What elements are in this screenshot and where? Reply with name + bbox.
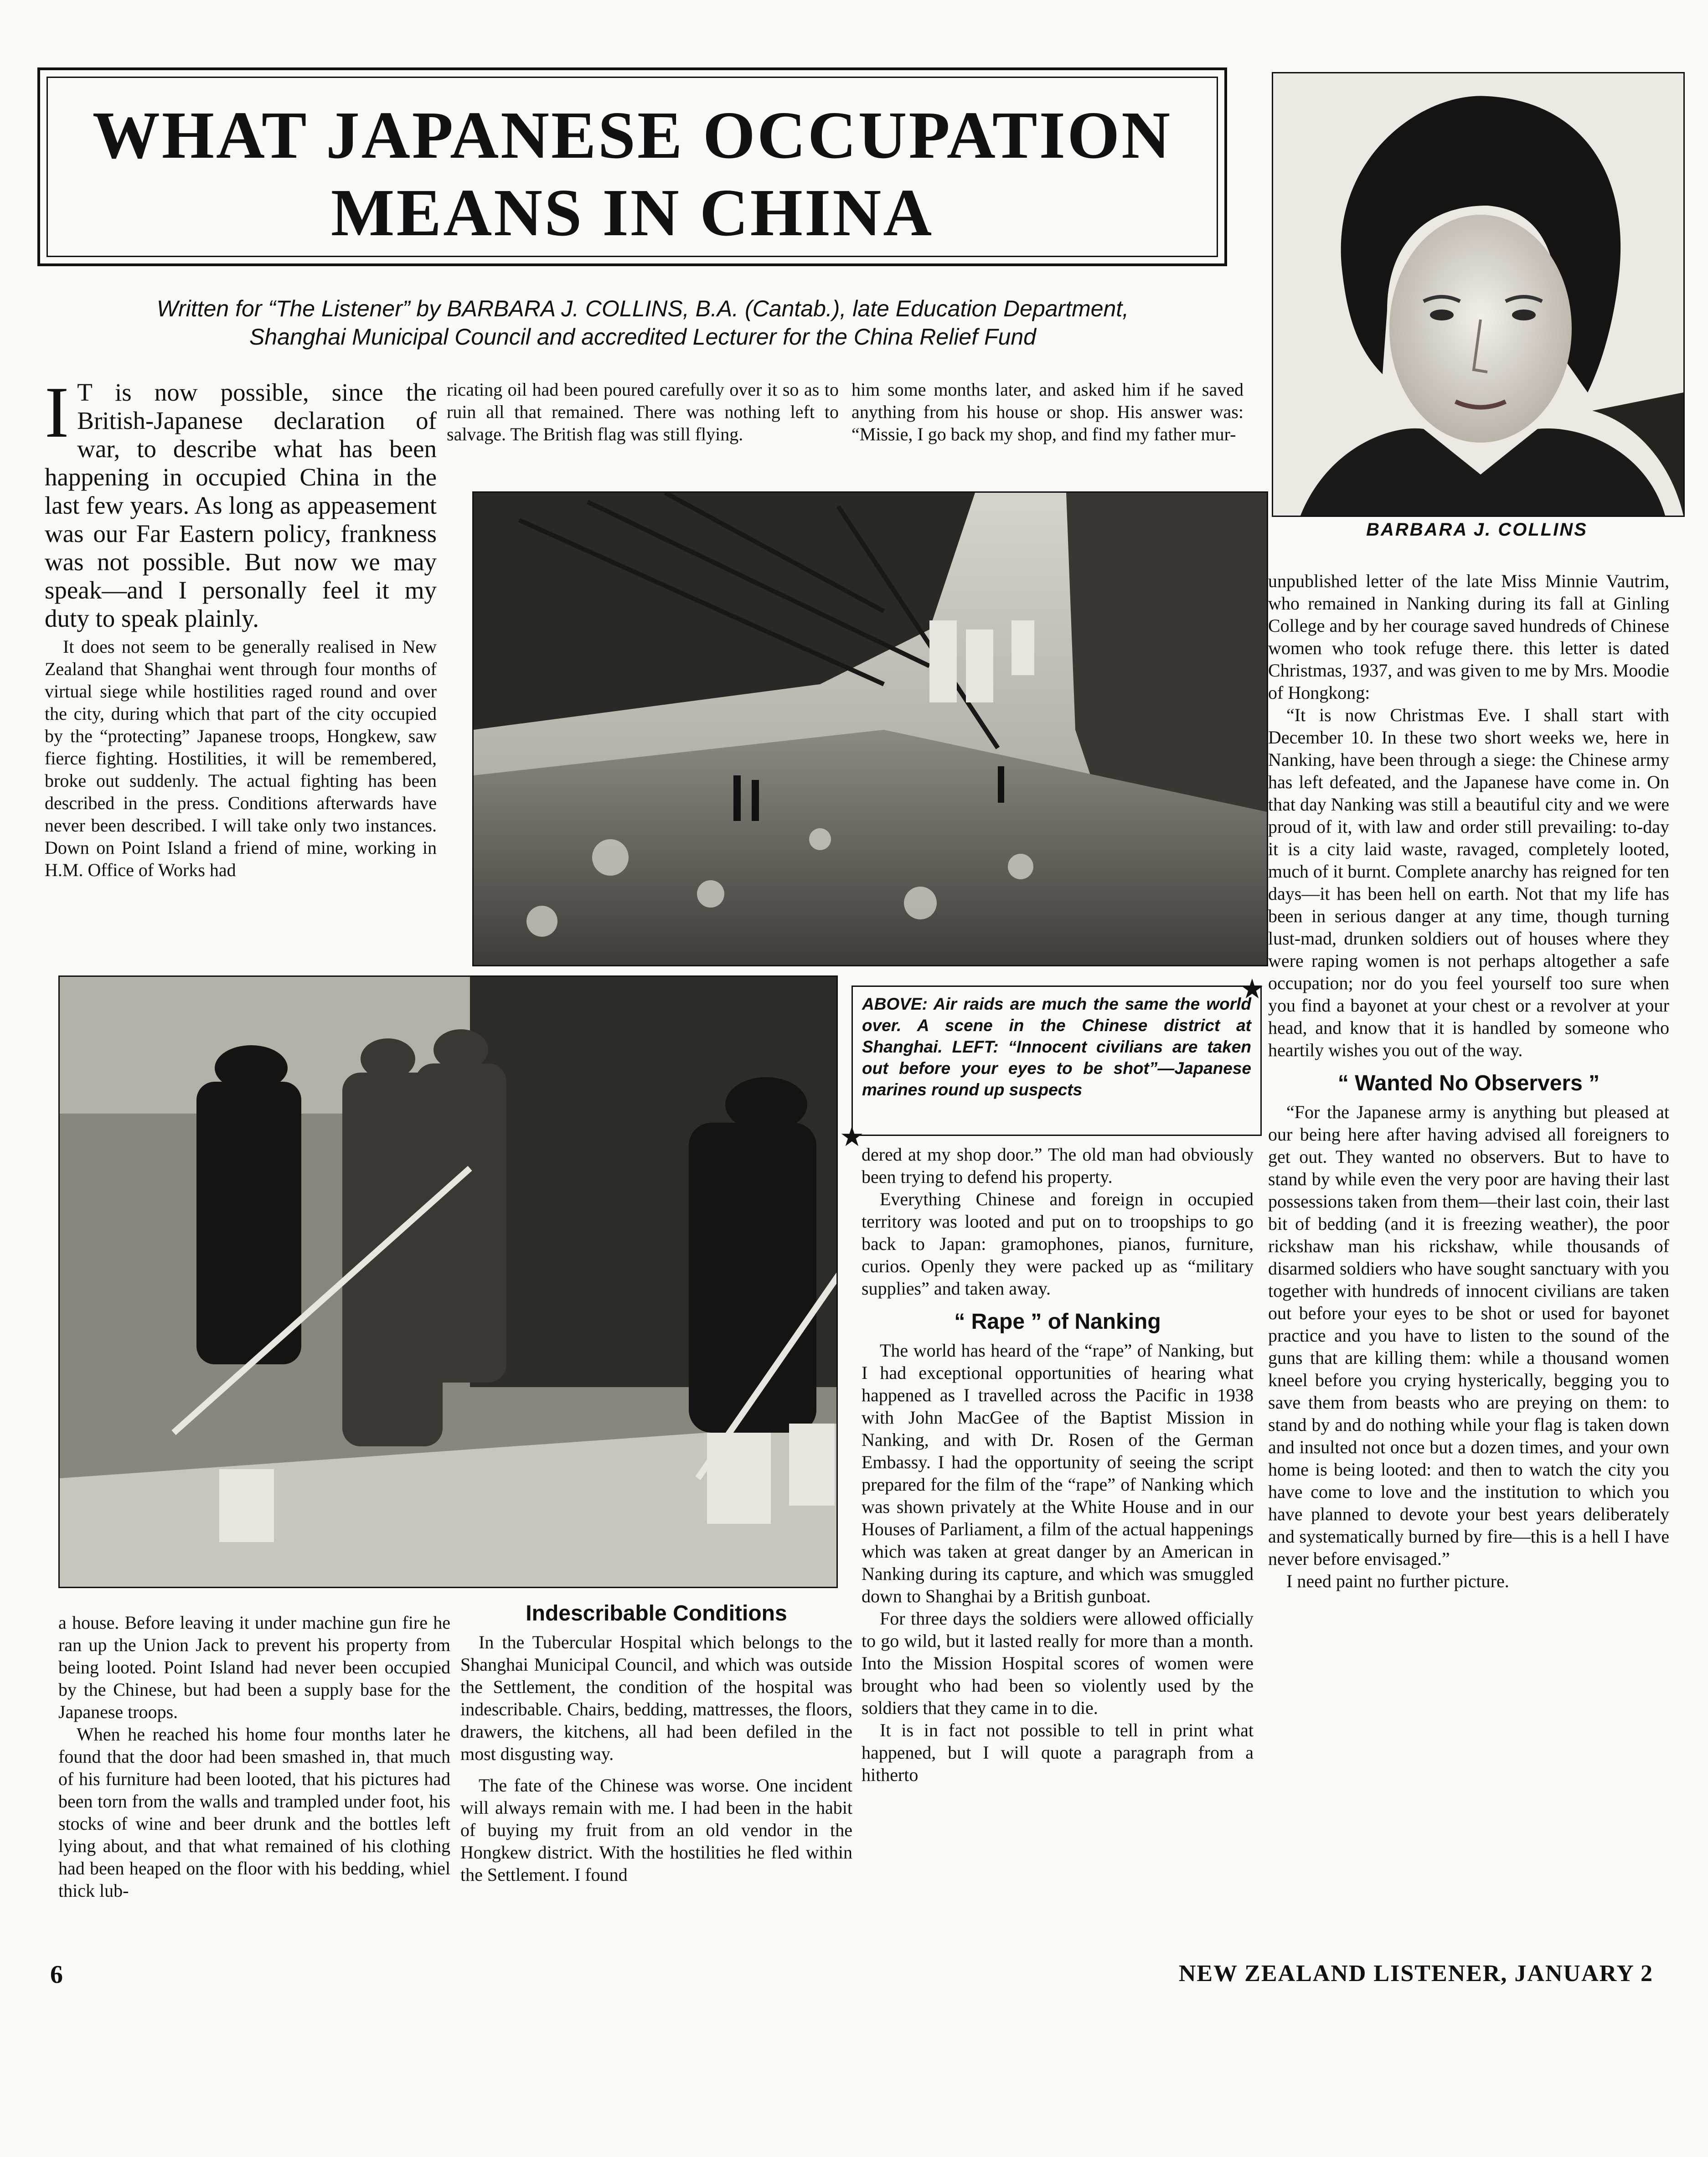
col1-bottom-paragraph-2: When he reached his home four months later he found that the door had been smashed in, that much of his furniture had been looted, that his pictures had been torn from the walls and trampled under foot, his stocks of wine and beer drunk and the bottles left lying about, and that what remained of his clothing had been heaped on the floor with his bedding, whiel thick lub- (58, 1724, 450, 1901)
col4-paragraph-3: I need paint no further picture. (1286, 1571, 1509, 1591)
air-raid-scene (474, 493, 1267, 965)
col4-paragraph-2: “For the Japanese army is anything but pleased at our being here after having advised all foreigners to get out. They wanted no observers. But to have to stand by while even the very poor are having their last possessions taken from them—their last coin, their last bit of bedding (and it is freezing weather), the poor rickshaw man his rickshaw, while thousands of disarmed soldiers who have sought sanctuary with you together with hundreds of innocent civilians are taken out before your eyes to be shot or used for bayonet practice and you have to listen to the sound of the guns that are killing them: while a thousand women kneel before you crying hysterically, begging you to save them from beasts who are preying on them: to stand by and do nothing while your flag is taken down and insulted not once but a dozen times, and your own home is being looted: and then to watch the city you have come to love and the institution to which you have planned to devote your best years deliberately and systematically burned by fire—this is a hell I have never before envisaged.” (1268, 1102, 1669, 1569)
publication-footer: NEW ZEALAND LISTENER, JANUARY 2 (1178, 1961, 1653, 1987)
subheading-wanted-no-observers: “ Wanted No Observers ” (1337, 1071, 1600, 1095)
caption-star-bottom-icon: ★ (840, 1122, 864, 1152)
byline (41, 294, 1244, 351)
col4-paragraph-0: unpublished letter of the late Miss Minnie Vautrim, who remained in Nanking during its fall at Ginling College and by her courage saved hundreds of Chinese women who took refuge there. this letter is dated Christmas, 1937, and was given to me by Mrs. Moodie of Hongkong: (1268, 571, 1669, 703)
column-1-top (45, 378, 437, 957)
col2-bottom-paragraph-2: The fate of the Chinese was worse. One incident will always remain with me. I had been in the habit of buying my fruit from an old vendor in the Hongkew district. With the hostilities he fled within the Settlement. I found (460, 1775, 852, 1885)
subheading-rape-of-nanking: “ Rape ” of Nanking (954, 1310, 1161, 1334)
column-3-top (851, 378, 1244, 479)
column-3-bottom (862, 1143, 1254, 1958)
column-4 (1268, 570, 1669, 1958)
page-number: 6 (50, 1961, 63, 1989)
subheading-indescribable-conditions: Indescribable Conditions (526, 1602, 787, 1625)
photo-caption-box (851, 986, 1262, 1136)
col1-top-paragraph: It does not seem to be generally realised in New Zealand that Shanghai went through four months of virtual siege while hostilities raged round and over the city, during which that part of the city occupied by the “protecting” Japanese troops, Hongkew, saw fierce fighting. Hostilities, it will be remembered, broke out suddenly. The actual fighting has been described in the press. Conditions afterwards have never been described. I will take only two instances. Down on Point Island a friend of mine, working in H.M. Office of Works had (45, 636, 437, 880)
air-raid-photo (472, 491, 1268, 966)
portrait-caption: BARBARA J. COLLINS (1366, 520, 1588, 540)
col3-top-paragraph: him some months later, and asked him if he saved anything from his house or shop. His answer was: “Missie, I go back my shop, and find my father mur- (851, 379, 1244, 444)
byline-line-1: Written for “The Listener” by BARBARA J. COLLINS, B.A. (Cantab.), late Education Department, (156, 296, 1129, 321)
drop-cap: I (45, 378, 69, 453)
portrait-illustration (1273, 73, 1683, 516)
col3-bottom-paragraph-2: The world has heard of the “rape” of Nanking, but I had exceptional opportunities of hearing what happened as I travelled across the Pacific in 1938 with John MacGee of the Baptist Mission in Nanking, and with Dr. Rosen of the German Embassy. I had the opportunity of seeing the script prepared for the film of the “rape” of Nanking which was shown privately at the White House and in our Houses of Parliament, a film of the actual happenings which was taken at great danger by an American in Nanking during its capture, and which was smuggled down to Shanghai by a British gunboat. (862, 1340, 1254, 1606)
headline-box (37, 67, 1227, 266)
marines-scene (60, 977, 836, 1587)
col3-bottom-paragraph-3: For three days the soldiers were allowed officially to go wild, but it lasted really for more than a month. Into the Mission Hospital scores of women were brought who had been so violently used by the soldiers that they came in to die. (862, 1608, 1254, 1718)
byline-line-2: Shanghai Municipal Council and accredited Lecturer for the China Relief Fund (249, 324, 1036, 350)
intro-paragraph (45, 378, 437, 633)
column-1-bottom (58, 1611, 450, 1958)
col3-bottom-paragraph-0: dered at my shop door.” The old man had obviously been trying to defend his property. (862, 1144, 1254, 1187)
photo-caption-text: ABOVE: Air raids are much the same the world over. A scene in the Chinese district at Shanghai. LEFT: “Innocent civilians are taken out before your eyes to be shot”—Japanese marines round up suspects (862, 995, 1251, 1099)
col4-paragraph-1: “It is now Christmas Eve. I shall start with December 10. In these two short weeks we, here in Nanking, have been through a siege: the Chinese army has left defeated, and the Japanese have come in. On that day Nanking was still a beautiful city and we were proud of it, with law and order still prevailing: to-day it is a city laid waste, ravaged, completely looted, much of it burnt. Complete anarchy has reigned for ten days—it has been hell on earth. Not that my life has been in serious danger at any time, though turning lust-mad, drunken soldiers out of houses where they were raping women is not perhaps altogether a safe occupation; nor do you feel yourself too sure when you find a bayonet at your chest or a revolver at your head, and know that it is handled by someone who heartily wishes you out of the way. (1268, 705, 1669, 1060)
caption-star-top-icon: ★ (1240, 974, 1264, 1004)
portrait-photo (1272, 72, 1685, 517)
column-2-bottom (460, 1602, 852, 1958)
col1-bottom-paragraph-1: a house. Before leaving it under machine gun fire he ran up the Union Jack to prevent his property from being looted. Point Island had never been occupied by the Chinese, but had been a supply base for the Japanese troops. (58, 1612, 450, 1722)
marines-photo (58, 975, 838, 1588)
col2-bottom-paragraph-1: In the Tubercular Hospital which belongs to the Shanghai Municipal Council, and which was outside the Settlement, the condition of the hospital was indescribable. Chairs, bedding, mattresses, the floors, drawers, the kitchens, all had been defiled in the most disgusting way. (460, 1632, 852, 1764)
col3-bottom-paragraph-1: Everything Chinese and foreign in occupied territory was looted and put on to troopships to go back to Japan: gramophones, pianos, furniture, curios. Openly they were packed up as “military supplies” and taken away. (862, 1189, 1254, 1299)
intro-lead-text: T is now possible, since the British-Japanese declaration of war, to describe what has been happening in occupied China in the last few years. As long as appeasement was our Far Eastern policy, frankness was not possible. But now we may speak—and I personally feel it my duty to speak plainly. (45, 378, 437, 632)
col2-top-paragraph: ricating oil had been poured carefully over it so as to ruin all that remained. There was nothing left to salvage. The British flag was still flying. (447, 379, 839, 444)
headline-line-1: WHAT JAPANESE OCCUPATION (92, 98, 1172, 173)
column-2-top (447, 378, 839, 479)
col3-bottom-paragraph-4: It is in fact not possible to tell in print what happened, but I will quote a paragraph from a hitherto (862, 1720, 1254, 1785)
headline-line-2: MEANS IN CHINA (330, 175, 934, 250)
